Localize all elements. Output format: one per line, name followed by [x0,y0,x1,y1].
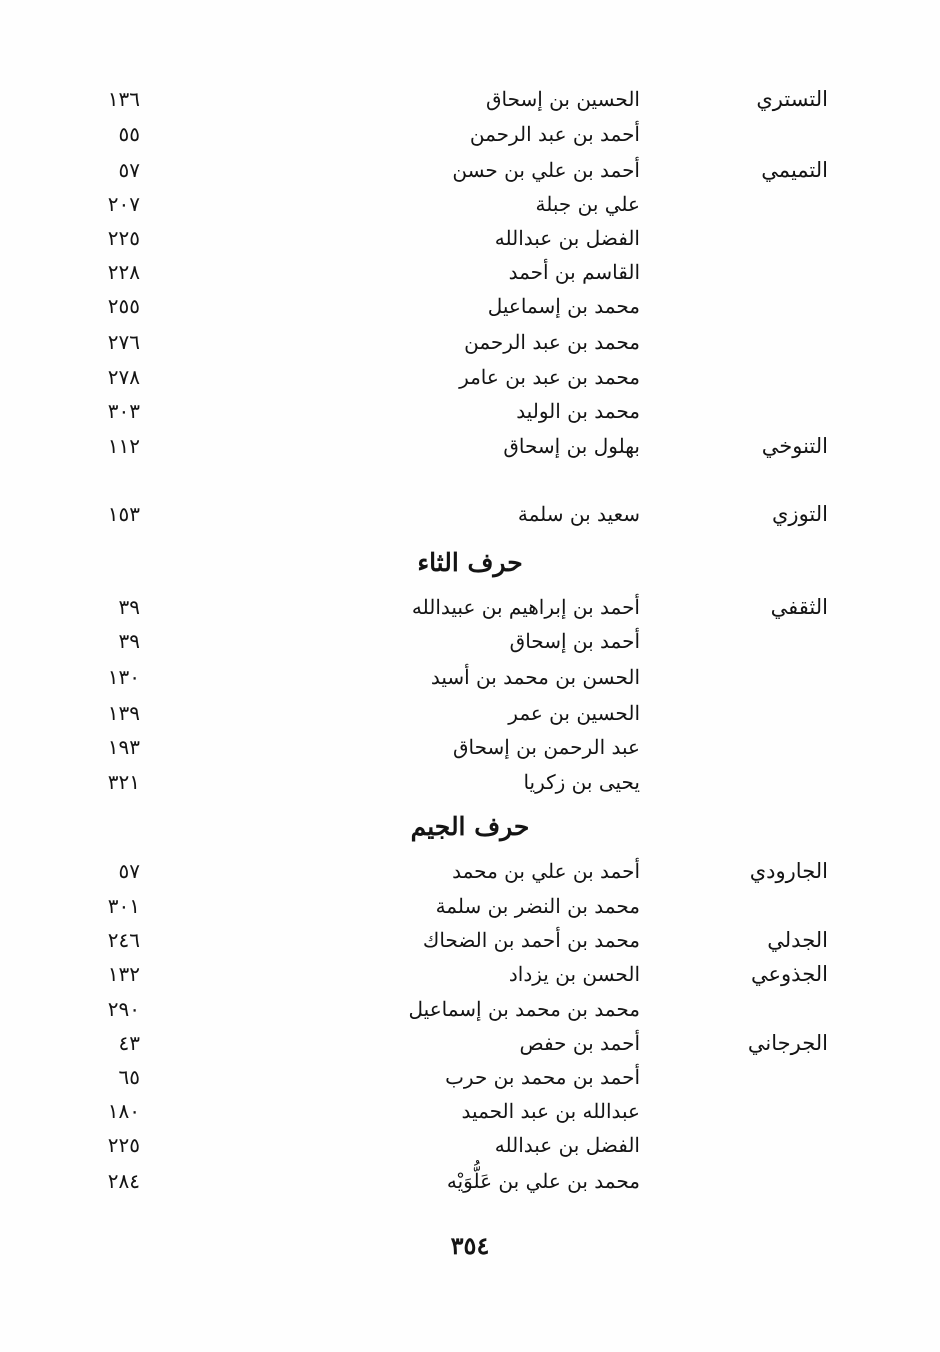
person-name: محمد بن النضر بن سلمة [435,894,640,918]
page-reference: ١٣٩ [107,701,140,725]
index-entry [0,1094,940,1128]
page-reference: ٢٢٥ [107,1133,140,1157]
index-entry [0,660,940,694]
nisba-label: الجذوعي [751,962,828,986]
page-reference: ٢٩٠ [107,997,140,1021]
index-entry [0,1060,940,1094]
person-name: عبدالله بن عبد الحميد [461,1099,640,1123]
person-name: محمد بن إسماعيل [487,294,640,318]
person-name: بهلول بن إسحاق [503,434,640,458]
person-name: أحمد بن علي بن حسن [452,158,640,182]
person-name: محمد بن علي بن عَلُّوَيْه [446,1169,640,1193]
page-reference: ٢٥٥ [107,294,140,318]
person-name: أحمد بن عبد الرحمن [469,122,640,146]
person-name: محمد بن أحمد بن الضحاك [422,928,640,952]
person-name: أحمد بن حفص [519,1031,640,1055]
page-reference: ١١٢ [107,434,140,458]
page-reference: ٢٤٦ [107,928,140,952]
index-entry [0,923,940,957]
index-entry [0,187,940,221]
nisba-label: التوزي [772,502,828,526]
page-reference: ١٨٠ [107,1099,140,1123]
page-reference: ١٩٣ [107,735,140,759]
index-entry [0,957,940,991]
index-entry [0,889,940,923]
person-name: محمد بن محمد بن إسماعيل [408,997,640,1021]
index-entry [0,82,940,116]
page-reference: ٢٢٥ [107,226,140,250]
page-number: ٣٥٤ [450,1231,490,1260]
page-reference: ٢٨٤ [107,1169,140,1193]
person-name: محمد بن عبد الرحمن [464,330,640,354]
section-heading: حرف الثاء [417,548,523,577]
index-entry [0,153,940,187]
page-reference: ١٣٦ [107,87,140,111]
page-reference: ١٣٠ [107,665,140,689]
index-entry [0,360,940,394]
person-name: محمد بن عبد بن عامر [459,365,640,389]
page-reference: ٦٥ [118,1065,140,1089]
person-name: عبد الرحمن بن إسحاق [452,735,640,759]
nisba-label: الثقفي [770,595,828,619]
index-entry [0,429,940,463]
index-entry [0,1164,940,1198]
page-reference: ٥٧ [118,158,140,182]
index-entry [0,730,940,764]
nisba-label: التستري [756,87,828,111]
page-reference: ٢٧٦ [107,330,140,354]
index-entry [0,394,940,428]
page-reference: ٣٢١ [107,770,140,794]
person-name: الحسين بن عمر [508,701,640,725]
index-entry [0,1026,940,1060]
page-reference: ١٥٣ [107,502,140,526]
person-name: الحسن بن محمد بن أسيد [430,665,640,689]
index-entry [0,325,940,359]
page-reference: ٣٠١ [107,894,140,918]
person-name: الفضل بن عبدالله [494,1133,640,1157]
nisba-label: الجارودي [749,859,828,883]
index-entry [0,696,940,730]
person-name: سعيد بن سلمة [517,502,640,526]
page-reference: ١٣٢ [107,962,140,986]
index-entry [0,497,940,531]
person-name: محمد بن الوليد [516,399,640,423]
person-name: الفضل بن عبدالله [494,226,640,250]
page-reference: ٥٥ [118,122,140,146]
person-name: علي بن جبلة [535,192,640,216]
page-reference: ٣٠٣ [107,399,140,423]
page-reference: ٤٣ [118,1031,140,1055]
index-entry [0,221,940,255]
person-name: الحسن بن يزداد [508,962,640,986]
nisba-label: الجرجاني [747,1031,828,1055]
index-entry [0,590,940,624]
nisba-label: الجدلي [767,928,828,952]
nisba-label: التنوخي [761,434,828,458]
index-entry [0,289,940,323]
person-name: أحمد بن إسحاق [509,629,640,653]
index-entry [0,765,940,799]
index-entry [0,624,940,658]
index-entry [0,854,940,888]
person-name: الحسين بن إسحاق [485,87,640,111]
page-reference: ٢٢٨ [107,260,140,284]
nisba-label: التميمي [761,158,828,182]
page-reference: ٣٩ [118,629,140,653]
section-heading: حرف الجيم [410,812,530,841]
index-entry [0,255,940,289]
person-name: يحيى بن زكريا [523,770,640,794]
page-reference: ٣٩ [118,595,140,619]
page-reference: ٥٧ [118,859,140,883]
page-reference: ٢٠٧ [107,192,140,216]
page-reference: ٢٧٨ [107,365,140,389]
index-entry [0,1128,940,1162]
person-name: القاسم بن أحمد [508,260,640,284]
index-entry [0,992,940,1026]
index-entry [0,117,940,151]
person-name: أحمد بن محمد بن حرب [445,1065,640,1089]
person-name: أحمد بن إبراهيم بن عبيدالله [411,595,640,619]
person-name: أحمد بن علي بن محمد [452,859,640,883]
